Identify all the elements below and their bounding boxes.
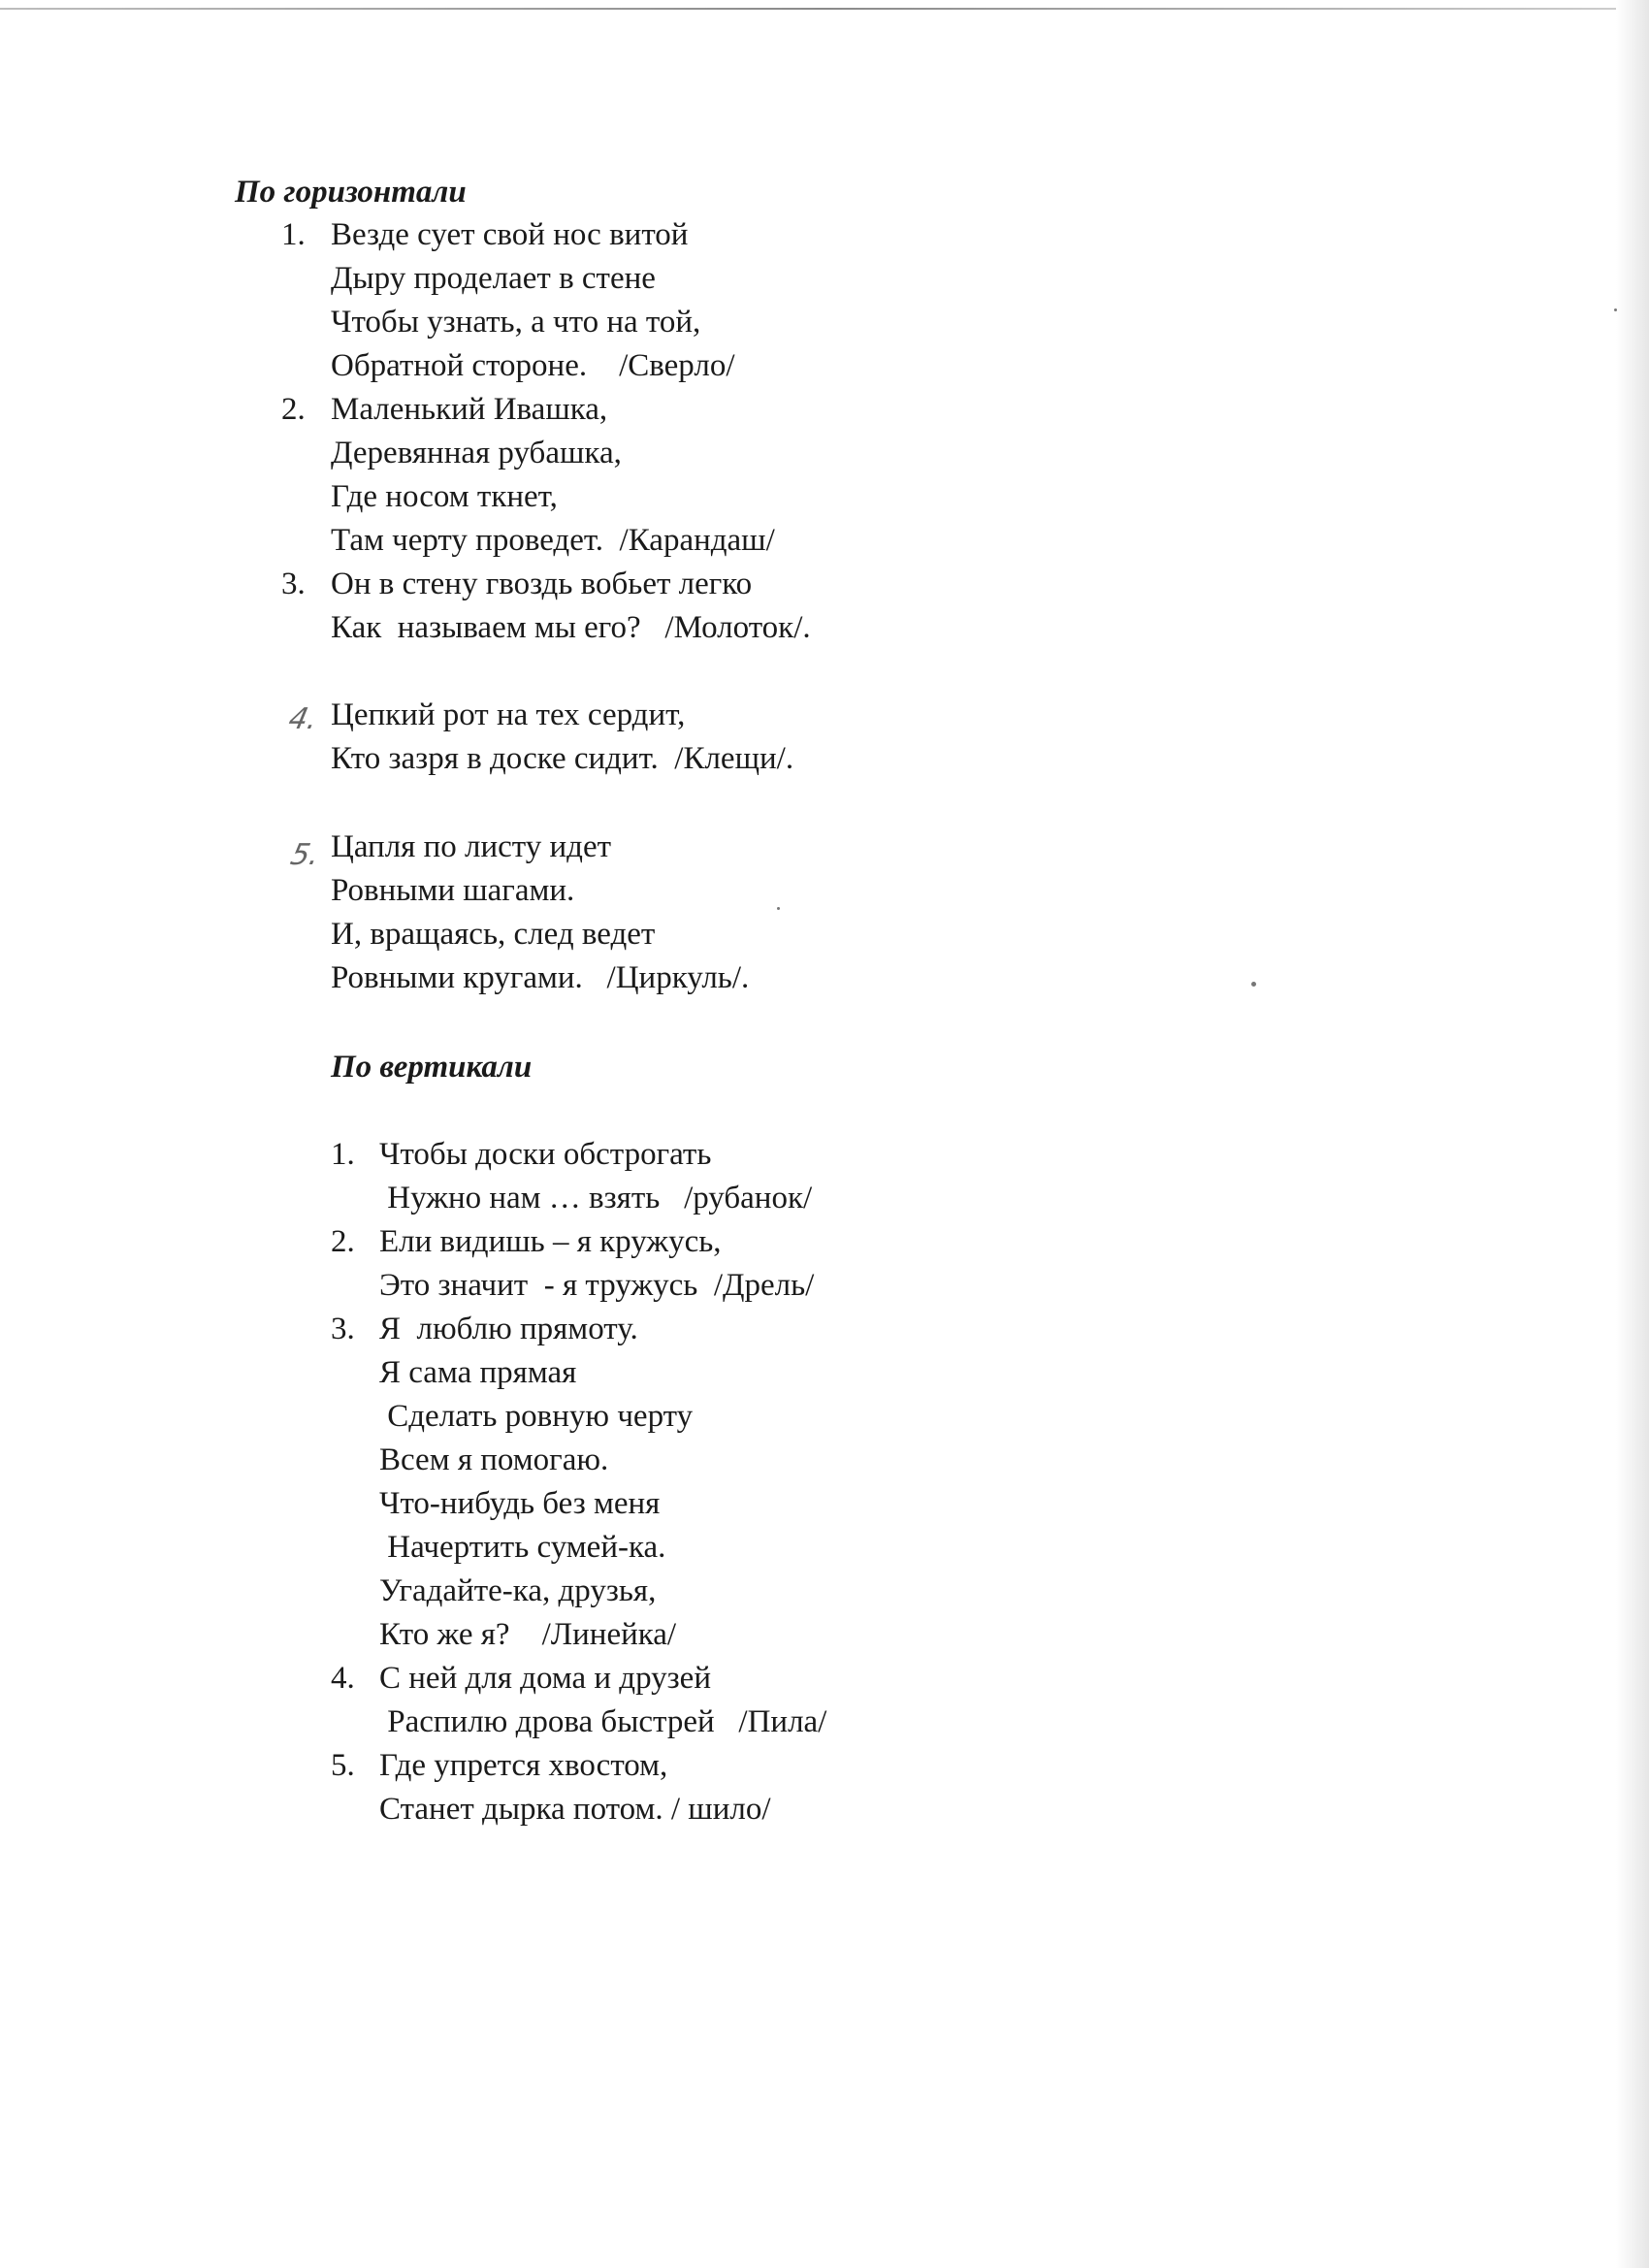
scan-top-edge <box>0 8 1649 10</box>
riddle-line: Как называем мы его? /Молоток/. <box>331 610 811 645</box>
riddle-line: Нужно нам … взять /рубанок/ <box>379 1181 813 1215</box>
riddle-line: Угадайте-ка, друзья, <box>379 1573 657 1608</box>
riddle-number: 4. <box>331 1661 355 1696</box>
riddle-line: Всем я помогаю. <box>379 1442 609 1477</box>
riddle-line: Я сама прямая <box>379 1355 577 1390</box>
riddle-line: И, вращаясь, след ведет <box>331 917 656 952</box>
riddle-line: Чтобы узнать, а что на той, <box>331 305 701 340</box>
riddle-line: Деревянная рубашка, <box>331 436 622 470</box>
section-heading-horizontal: По горизонтали <box>235 175 467 210</box>
riddle-line: Чтобы доски обстрогать <box>379 1137 712 1172</box>
riddle-number: 5. <box>331 1748 355 1783</box>
scan-right-edge <box>1616 0 1649 2268</box>
riddle-line: Маленький Ивашка, <box>331 392 608 427</box>
riddle-line: Цапля по листу идет <box>331 829 612 864</box>
riddle-line: Ели видишь – я кружусь, <box>379 1224 722 1259</box>
riddle-number-handwritten: 4. <box>285 702 321 736</box>
riddle-line: Обратной стороне. /Сверло/ <box>331 348 735 383</box>
riddle-line: Начертить сумей-ка. <box>379 1530 666 1565</box>
riddle-line: Везде сует свой нос витой <box>331 217 689 252</box>
riddle-number: 3. <box>281 567 306 601</box>
riddle-line: Я люблю прямоту. <box>379 1312 638 1346</box>
riddle-line: Это значит - я тружусь /Дрель/ <box>379 1268 815 1303</box>
riddle-line: Он в стену гвоздь вобьет легко <box>331 567 753 601</box>
scan-speck <box>1251 982 1256 987</box>
riddle-line: Где упрется хвостом, <box>379 1748 668 1783</box>
section-heading-vertical: По вертикали <box>331 1050 533 1085</box>
riddle-line: Что-нибудь без меня <box>379 1486 661 1521</box>
riddle-line: Где носом ткнет, <box>331 479 558 514</box>
riddle-number: 1. <box>281 217 306 252</box>
riddle-line: Распилю дрова быстрей /Пила/ <box>379 1704 827 1739</box>
riddle-line: Дыру проделает в стене <box>331 261 656 296</box>
riddle-line: Кто же я? /Линейка/ <box>379 1617 677 1652</box>
riddle-number: 2. <box>281 392 306 427</box>
scan-speck <box>777 907 780 910</box>
riddle-number: 2. <box>331 1224 355 1259</box>
riddle-line: С ней для дома и друзей <box>379 1661 711 1696</box>
riddle-line: Станет дырка потом. / шило/ <box>379 1792 771 1827</box>
riddle-line: Сделать ровную черту <box>379 1399 694 1434</box>
scan-speck <box>1614 308 1617 311</box>
riddle-number: 3. <box>331 1312 355 1346</box>
riddle-line: Ровными шагами. <box>331 873 575 908</box>
riddle-line: Там черту проведет. /Карандаш/ <box>331 523 775 558</box>
riddle-line: Кто зазря в доске сидит. /Клещи/. <box>331 741 794 776</box>
riddle-number-handwritten: 5. <box>287 838 323 872</box>
riddle-line: Цепкий рот на тех сердит, <box>331 697 686 732</box>
riddle-number: 1. <box>331 1137 355 1172</box>
riddle-line: Ровными кругами. /Циркуль/. <box>331 960 750 995</box>
